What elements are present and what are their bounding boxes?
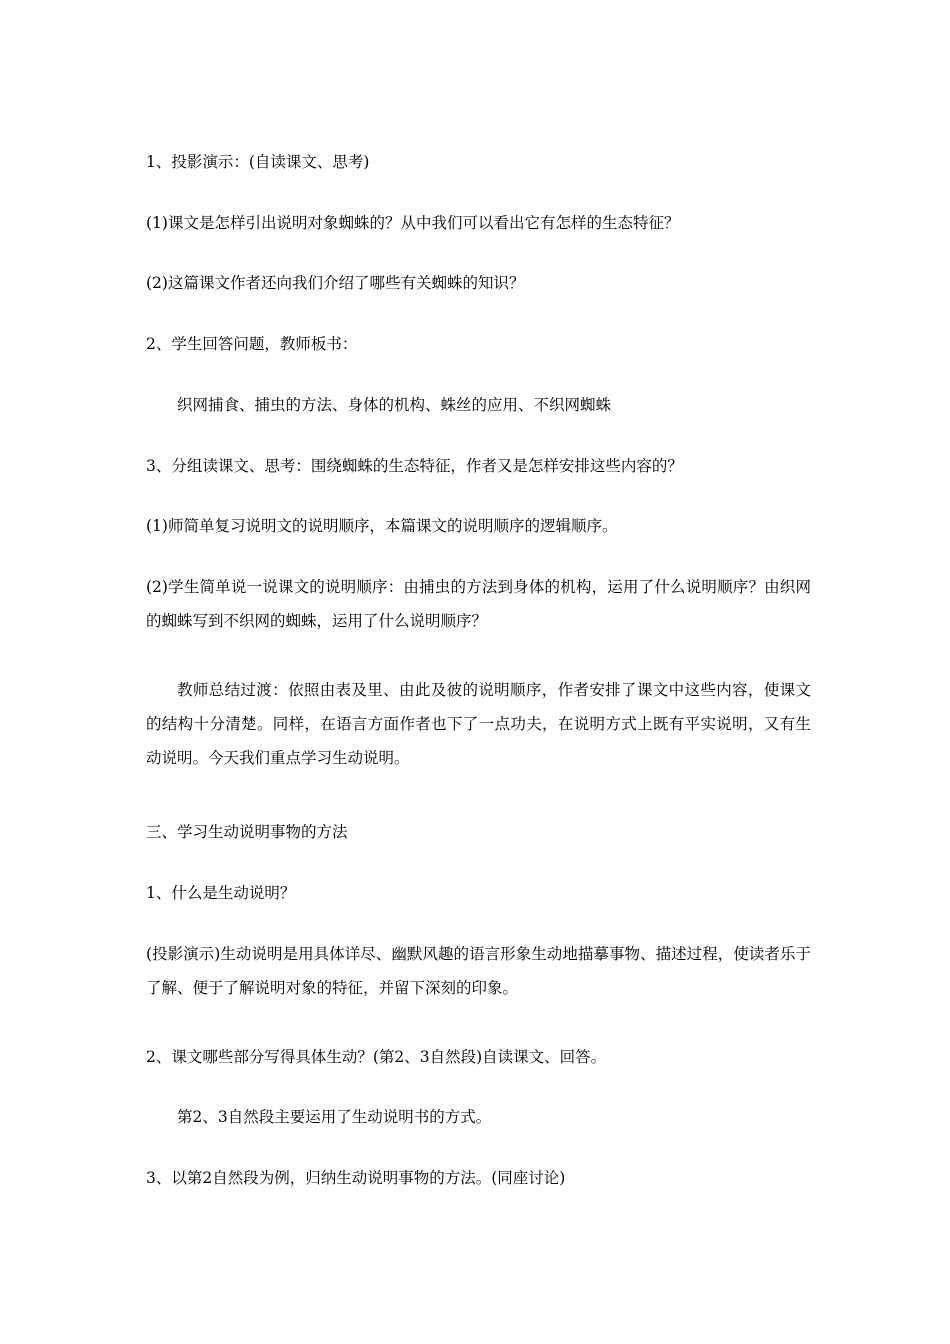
text-line-4: 2、学生回答问题，教师板书： bbox=[146, 335, 358, 353]
section-heading: 三、学习生动说明事物的方法 bbox=[146, 823, 348, 841]
text-line-7: (1)师简单复习说明文的说明顺序，本篇课文的说明顺序的逻辑顺序。 bbox=[146, 517, 618, 535]
text-line-3: (2)这篇课文作者还向我们介绍了哪些有关蜘蛛的知识？ bbox=[146, 274, 525, 292]
text-paragraph-12: (投影演示)生动说明是用具体详尽、幽默风趣的语言形象生动地描摹事物、描述过程，使读者乐于了解、便于了解说明对象的特征，并留下深刻的印象。 bbox=[146, 945, 811, 997]
text-line-6: 3、分组读课文、思考：围绕蜘蛛的生态特征，作者又是怎样安排这些内容的？ bbox=[146, 457, 683, 475]
text-paragraph-8: (2)学生简单说一说课文的说明顺序：由捕虫的方法到身体的机构，运用了什么说明顺序？由织网的蜘蛛写到不织网的蜘蛛，运用了什么说明顺序？ bbox=[146, 578, 811, 630]
text-line-2: (1)课文是怎样引出说明对象蜘蛛的？从中我们可以看出它有怎样的生态特征？ bbox=[146, 214, 680, 232]
text-line-5: 织网捕食、捕虫的方法、身体的机构、蛛丝的应用、不织网蜘蛛 bbox=[177, 396, 612, 414]
text-line-15: 3、以第2自然段为例，归纳生动说明事物的方法。(同座讨论) bbox=[146, 1169, 566, 1187]
text-line-13: 2、课文哪些部分写得具体生动？(第2、3自然段)自读课文、回答。 bbox=[146, 1048, 607, 1066]
text-line-11: 1、什么是生动说明？ bbox=[146, 884, 296, 902]
text-line-14: 第2、3自然段主要运用了生动说明书的方式。 bbox=[177, 1108, 492, 1126]
text-line-1: 1、投影演示：(自读课文、思考) bbox=[146, 153, 370, 171]
text-paragraph-9: 教师总结过渡：依照由表及里、由此及彼的说明顺序，作者安排了课文中这些内容，使课文的结构十分清楚。同样，在语言方面作者也下了一点功夫，在说明方式上既有平实说明，又有生动说明。今天我们重点学习生动说明。 bbox=[146, 681, 811, 767]
